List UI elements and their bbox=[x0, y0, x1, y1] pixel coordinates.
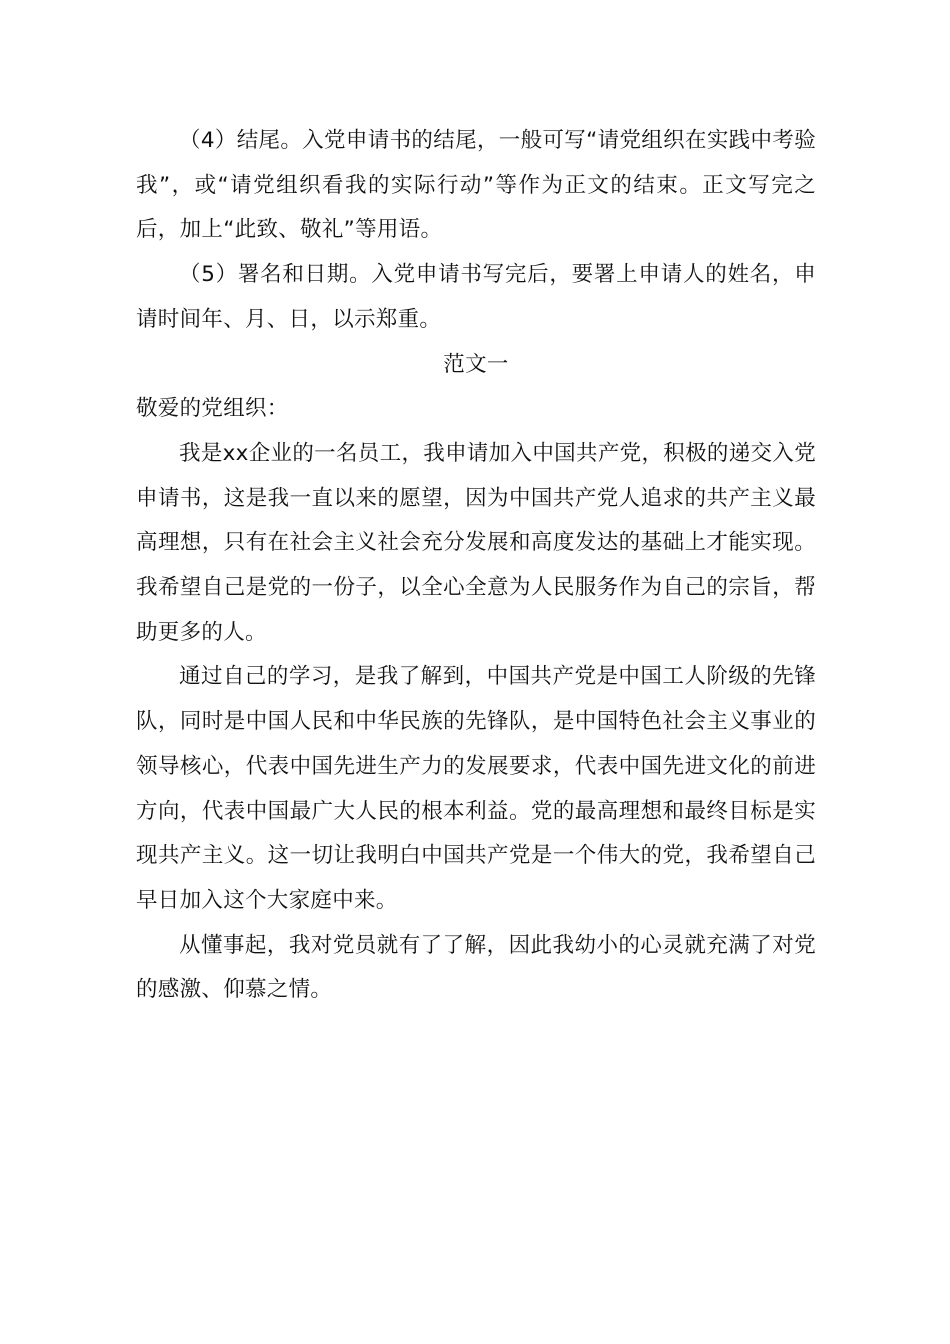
paragraph-signature-date: （5）署名和日期。入党申请书写完后，要署上申请人的姓名，申请时间年、月、日，以示郑重。 bbox=[136, 262, 816, 332]
sample-title: 范文一 bbox=[443, 351, 509, 377]
document-body bbox=[136, 119, 816, 1013]
body-paragraph: 通过自己的学习，是我了解到，中国共产党是中国工人阶级的先锋队，同时是中国人民和中华民族的先锋队，是中国特色社会主义事业的领导核心，代表中国先进生产力的发展要求，代表中国先进文化的前进方向，代表中国最广大人民的根本利益。党的最高理想和最终目标是实现共产主义。这一切让我明白中国共产党是一个伟大的党，我希望自己早日加入这个大家庭中来。 bbox=[136, 664, 816, 913]
paragraph-conclusion: （4）结尾。入党申请书的结尾，一般可写“请党组织在实践中考验我”，或“请党组织看我的实际行动”等作为正文的结束。正文写完之后，加上“此致、敬礼”等用语。 bbox=[136, 128, 816, 243]
body-paragraph: 我是xx企业的一名员工，我申请加入中国共产党，积极的递交入党申请书，这是我一直以来的愿望，因为中国共产党人追求的共产主义最高理想，只有在社会主义社会充分发展和高度发达的基础上才能实现。我希望自己是党的一份子，以全心全意为人民服务作为自己的宗旨，帮助更多的人。 bbox=[136, 440, 816, 645]
body-paragraph: 从懂事起，我对党员就有了了解，因此我幼小的心灵就充满了对党的感激、仰慕之情。 bbox=[136, 932, 816, 1003]
salutation: 敬爱的党组织： bbox=[136, 396, 289, 422]
